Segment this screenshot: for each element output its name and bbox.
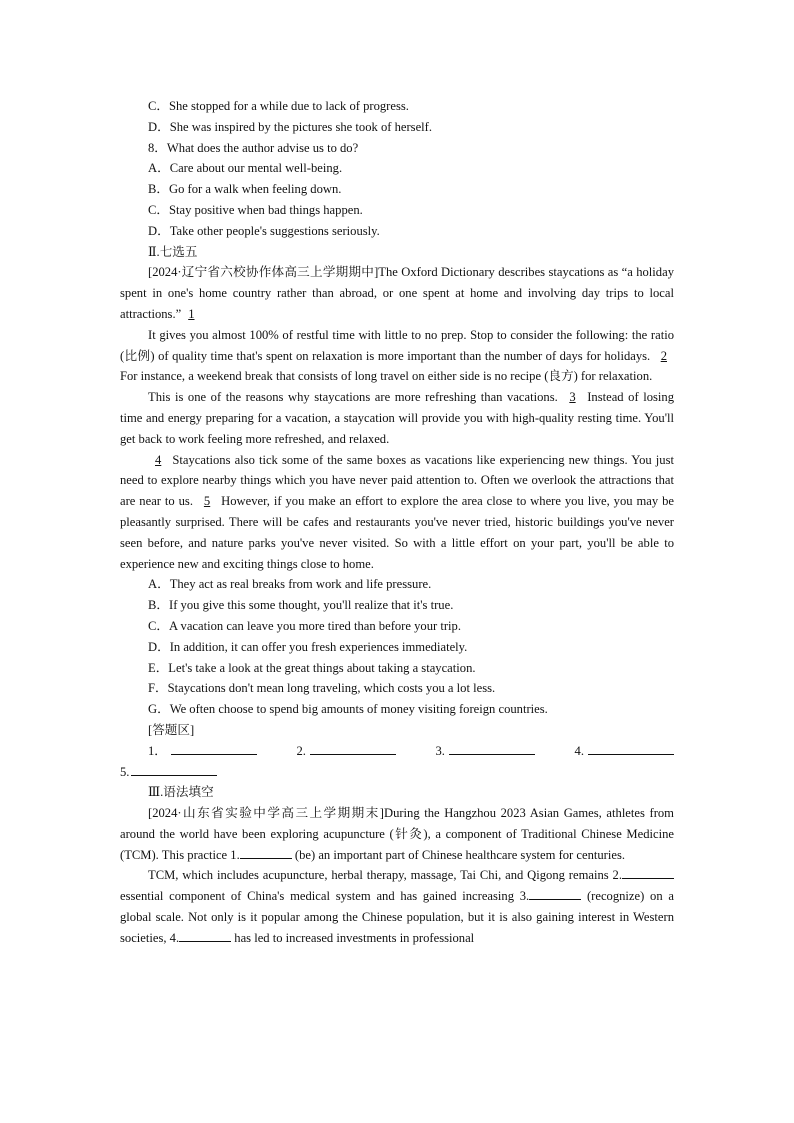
grammar-blank-3[interactable] [529,886,581,900]
answer-line-1[interactable] [171,741,257,755]
q8-stem: 8．What does the author advise us to do? [148,140,359,155]
q7-option-c: C．She stopped for a while due to lack of progress. [148,99,409,113]
s2-option-e: E．Let's take a look at the great things about taking a staycation. [148,660,476,675]
s3-paragraph-1: [2024·山东省实验中学高三上学期期末]During the Hangzhou 2023 Asian Games, athletes from around the world have been exploring acupuncture (针灸), a component of Traditional Chinese Medicine (TCM). This practice 1. (be) an important part of Chinese healthcare system for centuries. [120,806,674,862]
s3-source: [2024·山东省实验中学高三上学期期末] [148,806,384,821]
answer-item-1: 1． [148,741,257,762]
s2-option-f: F．Staycations don't mean long traveling, which costs you a lot less. [148,681,496,696]
answer-row [120,741,674,762]
grammar-blank-2[interactable] [622,865,674,879]
q8-option-c: C．Stay positive when bad things happen. [148,202,363,217]
answer-line-2[interactable] [310,741,396,755]
answer-item-4: 4. [575,741,674,762]
blank-4: 4 [155,452,162,467]
s2-option-a: A．They act as real breaks from work and life pressure. [148,577,432,592]
blank-3: 3 [569,390,576,405]
s2-paragraph-1: [2024·辽宁省六校协作体高三上学期期中]The Oxford Dictionary describes staycations as “a holiday spent in one's home country rather than abroad, or one spent at home and involving day trips to local attractions.” 1 [120,265,674,321]
s2-source: [2024·辽宁省六校协作体高三上学期期中] [148,265,379,280]
exam-content [120,96,674,949]
answer-area-label: [答题区] [148,722,195,737]
answer-item-2: 2. [296,741,395,762]
blank-5: 5 [203,494,211,509]
answer-item-5: 5. [120,762,674,783]
answer-line-3[interactable] [449,741,535,755]
blank-1: 1 [188,306,195,321]
s2-paragraph-4: 4 Staycations also tick some of the same boxes as vacations like experiencing new things. You just need to explore nearby things which you have never paid attention to. Often we overlook the attractions that are near to us. 5 However, if you make an effort to explore the area close to where you live, you may be pleasantly surprised. There will be cafes and restaurants you've never tried, historic buildings you've never seen before, and nature parks you've never visited. So with a little effort on your part, you'll be able to experience new and exciting things close to home. [120,452,674,571]
q7-option-d: D．She was inspired by the pictures she took of herself. [148,119,432,134]
s2-option-b: B．If you give this some thought, you'll realize that it's true. [148,598,454,613]
s2-option-c: C．A vacation can leave you more tired than before your trip. [148,618,461,633]
q8-option-d: D．Take other people's suggestions seriously. [148,223,380,238]
s2-paragraph-2: It gives you almost 100% of restful time with little to no prep. Stop to consider the following: the ratio (比例) of quality time that's spent on relaxation is more important than the number of days for holidays. 2 For instance, a weekend break that consists of long travel on either side is no recipe (良方) for relaxation. [120,327,674,384]
grammar-blank-1[interactable] [240,845,292,859]
section-3-heading: Ⅲ.语法填空 [148,785,214,800]
answer-line-5[interactable] [131,762,217,776]
blank-2: 2 [660,348,667,363]
s3-paragraph-2: TCM, which includes acupuncture, herbal therapy, massage, Tai Chi, and Qigong remains 2. essential component of China's medical system and has gained increasing 3. (recognize) on a global scale. Not only is it popular among the Chinese population, but it is also gaining interest in Western societies, 4. has led to increased investments in professional [120,865,674,948]
q8-option-a: A．Care about our mental well-being. [148,161,343,176]
s2-option-g: G．We often choose to spend big amounts of money visiting foreign countries. [148,702,548,717]
section-2-heading: Ⅱ.七选五 [148,244,198,259]
answer-item-3: 3. [436,741,535,762]
s2-option-d: D．In addition, it can offer you fresh experiences immediately. [148,639,468,654]
q8-option-b: B．Go for a walk when feeling down. [148,182,342,197]
answer-line-4[interactable] [588,741,674,755]
s2-paragraph-3: This is one of the reasons why staycations are more refreshing than vacations. 3 Instead of losing time and energy preparing for a vacation, a staycation will provide you with high-quality resting time. You'll get back to work feeling more refreshed, and relaxed. [120,390,674,446]
grammar-blank-4[interactable] [179,928,231,942]
